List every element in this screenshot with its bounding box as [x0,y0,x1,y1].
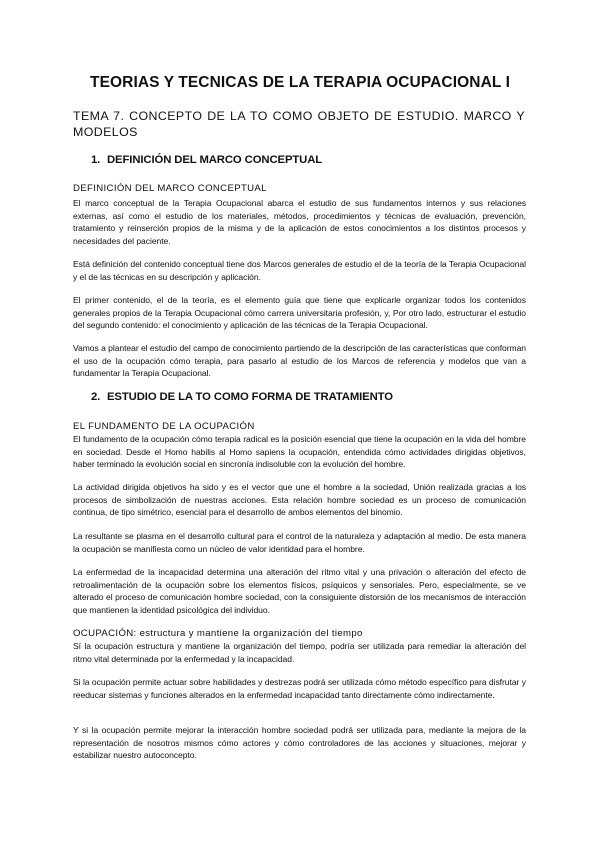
paragraph: Está definición del contenido conceptual tiene dos Marcos generales de estudio el de la teoría de la Terapia Ocupacional y el de las técnicas en su descripción y aplicación. [73,259,526,282]
document-title: TEORIAS Y TECNICAS DE LA TERAPIA OCUPACIONAL I [90,74,510,91]
section-1-number: 1. [91,154,101,166]
section-1-heading [91,154,531,166]
document-subtitle: TEMA 7. CONCEPTO DE LA TO COMO OBJETO DE ESTUDIO. MARCO Y MODELOS [73,109,525,139]
paragraph: La resultante se plasma en el desarrollo cultural para el control de la naturaleza y adaptación al medio. De esta manera la ocupación se manifiesta como un núcleo de valor identidad para el hombre. [73,531,526,554]
paragraph: La actividad dirigida objetivos ha sido y es el vector que une el hombre a la sociedad, Unión realizada gracias a los procesos de simbolización de nuestras acciones. Esta relación hombre sociedad es un proceso de comunicación continua, de tipo simétrico, esencial para el desarrollo de ambos elementos del binomio. [73,482,526,517]
section-2-number: 2. [91,391,101,403]
section-1-title: DEFINICIÓN DEL MARCO CONCEPTUAL [107,154,323,166]
paragraph: Vamos a plantear el estudio del campo de conocimiento partiendo de la descripción de las características que conforman el uso de la ocupación cómo terapia, para pasarlo al estudio de los Marcos de referencia y modelos que van a fundamentar la Terapia Ocupacional. [73,343,526,378]
section-2-subheading-1: EL FUNDAMENTO DE LA OCUPACIÓN [73,421,255,432]
paragraph: Sí la ocupación estructura y mantiene la organización del tiempo, podría ser utilizada para remediar la alteración del ritmo vital determinada por la enfermedad y la incapacidad. [73,641,526,664]
section-2-title: ESTUDIO DE LA TO COMO FORMA DE TRATAMIENTO [107,391,393,403]
paragraph: El primer contenido, el de la teoría, es el elemento guía que tiene que explicarle organizar todos los contenidos generales propios de la Terapia Ocupacional cómo carrera universitaria profesión, y, Por otro lado, estructurar el estudio del segundo contenido: el conocimiento y aplicación de las técnicas de la Terapia Ocupacional. [73,295,526,330]
paragraph: Y si la ocupación permite mejorar la interacción hombre sociedad podrá ser utilizada para, mediante la mejora de la representación de nosotros mismos cómo actores y cómo controladores de las acciones y situaciones, mejorar y estabilizar nuestro autoconcepto. [73,725,526,760]
paragraph: El fundamento de la ocupación cómo terapia radical es la posición esencial que tiene la ocupación en la vida del hombre en sociedad. Desde el Homo habilis al Homo sapiens la ocupación, entendida cómo actividades dirigidas objetivos, haber terminado la evolución social en sincronía indisoluble con la evolución del hombre. [73,434,526,469]
paragraph: La enfermedad de la incapacidad determina una alteración del ritmo vital y una privación o alteración del efecto de retroalimentación de la ocupación sobre los elementos físicos, psíquicos y sensoriales. Pero, especialmente, se ve alterado el proceso de comunicación hombre sociedad, con la consiguiente distorsión de los mecanismos de interacción que mantienen la identidad psicológica del individuo. [73,567,526,615]
section-1-subheading: DEFINICIÓN DEL MARCO CONCEPTUAL [73,183,267,194]
section-2-heading [91,391,531,403]
section-2-subheading-2: OCUPACIÓN: estructura y mantiene la organización del tiempo [73,628,363,639]
paragraph: Si la ocupación permite actuar sobre habilidades y destrezas podrá ser utilizada cómo método específico para disfrutar y reeducar sistemas y funciones alterados en la enfermedad incapacidad tanto directamente cómo indirectamente. [73,677,526,700]
paragraph: El marco conceptual de la Terapia Ocupacional abarca el estudio de sus fundamentos internos y sus relaciones externas, así como el estudio de los materiales, métodos, procedimientos y técnicas de evaluación, prevención, tratamiento y reinserción propios de la misma y de la aplicación de estos conocimientos a los distintos procesos y necesidades del paciente. [73,198,526,246]
